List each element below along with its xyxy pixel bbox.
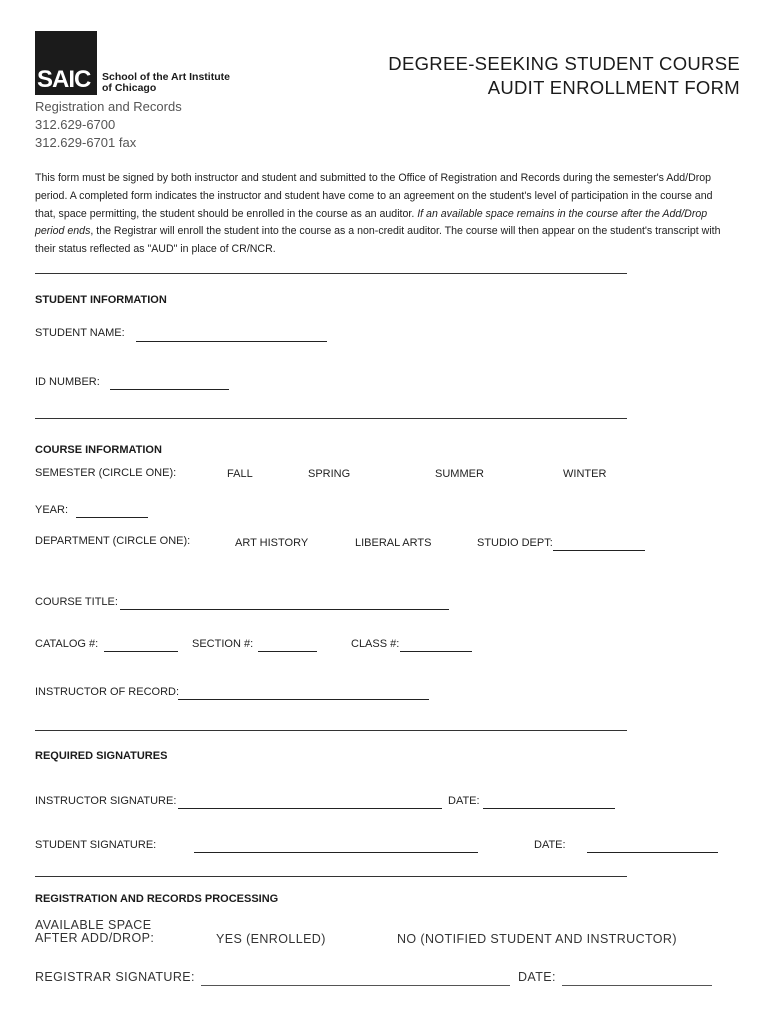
student-info-heading: STUDENT INFORMATION xyxy=(35,294,167,306)
office-fax: 312.629-6701 fax xyxy=(35,135,137,150)
semester-option-winter[interactable]: WINTER xyxy=(563,468,607,480)
registrar-signature-field[interactable] xyxy=(201,985,510,986)
instructor-signature-label: INSTRUCTOR SIGNATURE: xyxy=(35,795,177,807)
registrar-date-field[interactable] xyxy=(562,985,712,986)
department-option-studio[interactable]: STUDIO DEPT: xyxy=(477,537,553,549)
id-number-label: ID NUMBER: xyxy=(35,376,100,388)
logo-name-line1: School of the Art Institute xyxy=(102,71,230,83)
instructor-of-record-label: INSTRUCTOR OF RECORD: xyxy=(35,686,180,698)
year-label: YEAR: xyxy=(35,504,69,516)
student-signature-label: STUDENT SIGNATURE: xyxy=(35,839,157,851)
class-label: CLASS #: xyxy=(351,638,400,650)
available-space-line1: AVAILABLE SPACE xyxy=(35,918,152,932)
student-signature-field[interactable] xyxy=(194,852,478,853)
logo-abbrev: SAIC xyxy=(37,66,91,93)
office-name: Registration and Records xyxy=(35,99,182,114)
instructor-of-record-field[interactable] xyxy=(178,699,429,700)
form-title xyxy=(388,52,740,100)
course-info-heading: COURSE INFORMATION xyxy=(35,444,162,456)
instructor-date-label: DATE: xyxy=(448,795,480,807)
student-date-label: DATE: xyxy=(534,839,566,851)
student-name-label: STUDENT NAME: xyxy=(35,327,125,339)
semester-option-spring[interactable]: SPRING xyxy=(308,468,351,480)
course-title-field[interactable] xyxy=(120,609,449,610)
year-field[interactable] xyxy=(76,517,148,518)
available-space-label xyxy=(35,919,154,945)
id-number-field[interactable] xyxy=(110,389,229,390)
intro-paragraph xyxy=(35,170,725,259)
divider xyxy=(35,273,627,274)
logo-name-line2: of Chicago xyxy=(102,82,157,94)
instructor-date-field[interactable] xyxy=(483,808,615,809)
student-name-field[interactable] xyxy=(136,341,327,342)
semester-label: SEMESTER (CIRCLE ONE): xyxy=(35,467,177,479)
instructor-signature-field[interactable] xyxy=(178,808,442,809)
registrar-signature-label: REGISTRAR SIGNATURE: xyxy=(35,970,195,984)
office-phone: 312.629-6700 xyxy=(35,117,116,132)
course-title-label: COURSE TITLE: xyxy=(35,596,118,608)
option-yes-enrolled[interactable]: YES (ENROLLED) xyxy=(216,932,326,946)
catalog-field[interactable] xyxy=(104,651,178,652)
form-title-line1: DEGREE-SEEKING STUDENT COURSE xyxy=(388,53,740,74)
department-option-liberal-arts[interactable]: LIBERAL ARTS xyxy=(355,537,432,549)
contact-info xyxy=(35,98,182,152)
available-space-line2: AFTER ADD/DROP: xyxy=(35,931,155,945)
catalog-label: CATALOG #: xyxy=(35,638,99,650)
processing-heading: REGISTRATION AND RECORDS PROCESSING xyxy=(35,893,279,905)
studio-dept-field[interactable] xyxy=(553,550,645,551)
signatures-heading: REQUIRED SIGNATURES xyxy=(35,750,168,762)
department-option-art-history[interactable]: ART HISTORY xyxy=(235,537,309,549)
section-label: SECTION #: xyxy=(192,638,254,650)
divider xyxy=(35,418,627,419)
logo-block xyxy=(35,31,97,67)
form-title-line2: AUDIT ENROLLMENT FORM xyxy=(487,77,740,98)
class-field[interactable] xyxy=(400,651,472,652)
semester-option-fall[interactable]: FALL xyxy=(227,468,253,480)
option-no-notified[interactable]: NO (NOTIFIED STUDENT AND INSTRUCTOR) xyxy=(397,932,677,946)
intro-italic: If an available space remains in the course after the Add/Drop period ends xyxy=(35,207,708,238)
semester-option-summer[interactable]: SUMMER xyxy=(435,468,484,480)
department-label: DEPARTMENT (CIRCLE ONE): xyxy=(35,535,191,547)
intro-text-2: , the Registrar will enroll the student into the course as a non-credit auditor. The course will then appear on the student's transcript with their status reflected as "AUD" in place of CR/NCR. xyxy=(35,225,721,256)
logo-name xyxy=(102,72,230,94)
divider xyxy=(35,876,627,877)
student-date-field[interactable] xyxy=(587,852,718,853)
section-field[interactable] xyxy=(258,651,317,652)
registrar-date-label: DATE: xyxy=(518,970,556,984)
divider xyxy=(35,730,627,731)
intro-text-1: This form must be signed by both instructor and student and submitted to the Office of Registration and Records during the semester's Add/Drop period. A completed form indicates the instructor and student have come to an agreement on the student's level of participation in the course and that, space permitting, the student should be enrolled in the course as an auditor. xyxy=(35,172,713,220)
